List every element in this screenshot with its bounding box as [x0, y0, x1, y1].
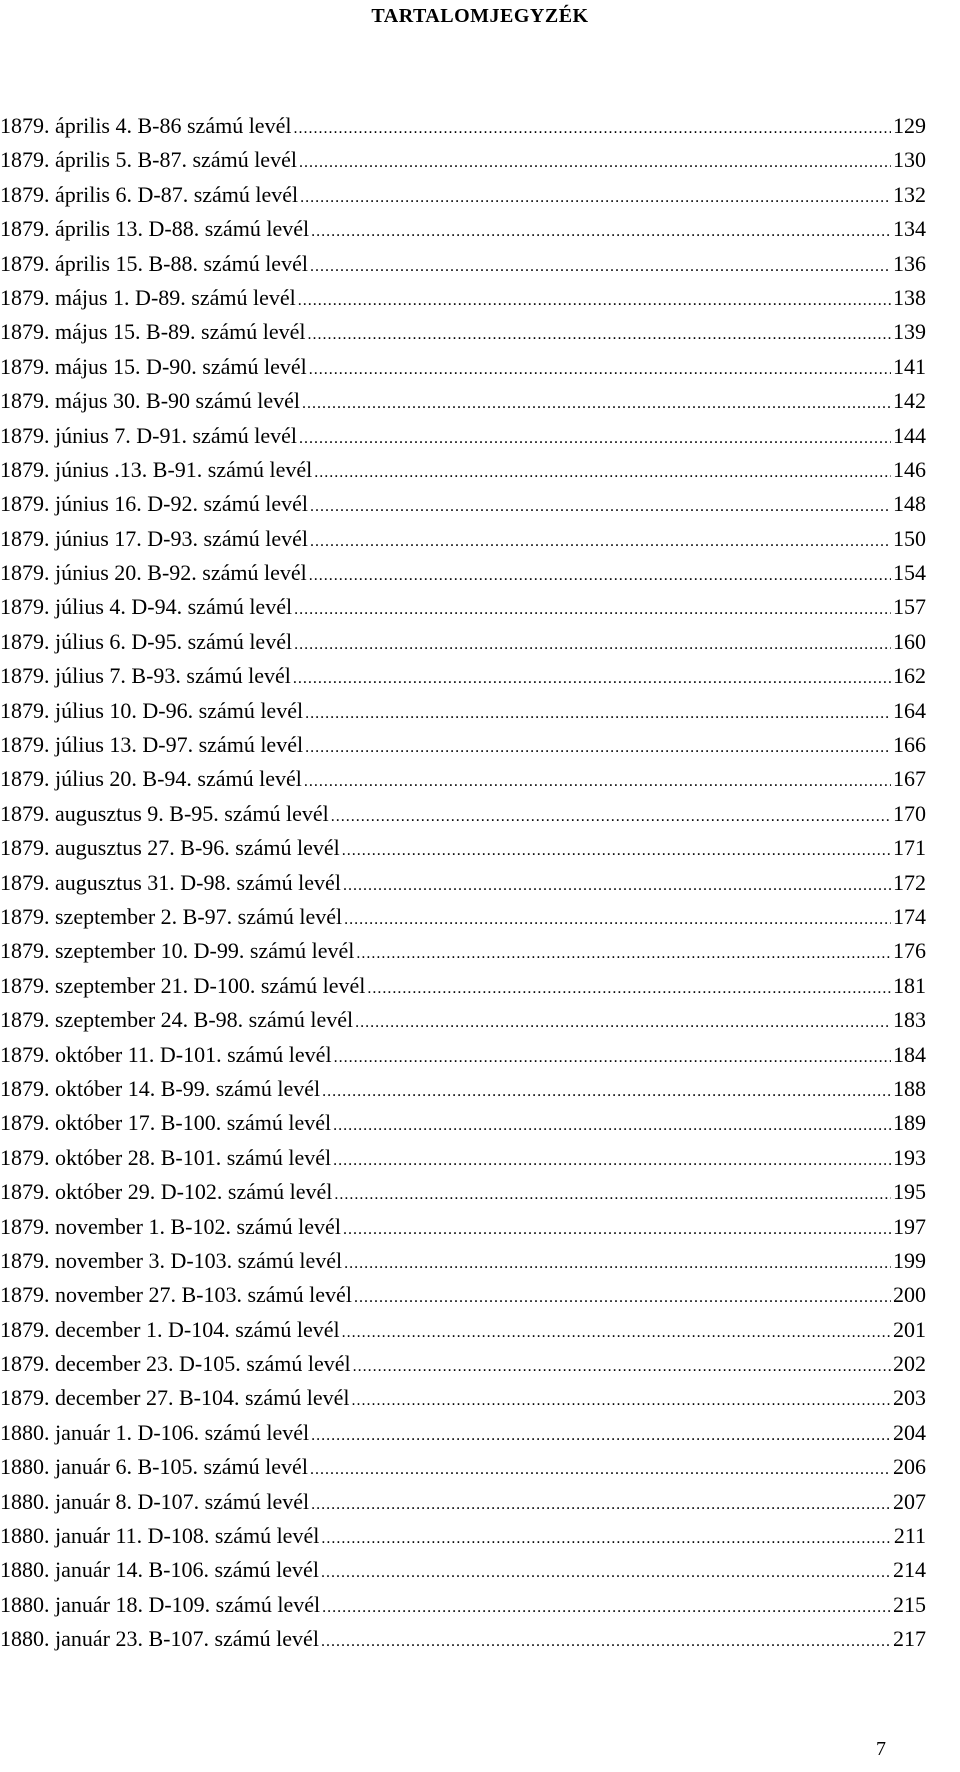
toc-entry[interactable]: [0, 181, 926, 215]
toc-entry-page: 183: [893, 1007, 926, 1033]
table-of-contents: [0, 112, 926, 1660]
toc-entry[interactable]: [0, 559, 926, 593]
toc-entry-title: 1880. január 8. D-107. számú levél: [0, 1488, 310, 1514]
dot-leader: [309, 356, 891, 384]
toc-entry[interactable]: [0, 456, 926, 490]
toc-entry[interactable]: [0, 1453, 926, 1487]
toc-entry[interactable]: [0, 593, 926, 627]
dot-leader: [354, 1284, 891, 1312]
toc-entry-title: 1879. április 4. B-86 számú levél: [0, 113, 292, 138]
dot-leader: [294, 631, 891, 659]
toc-entry-page: 193: [893, 1144, 926, 1170]
toc-entry-page: 200: [893, 1282, 926, 1308]
toc-entry-page: 170: [893, 800, 926, 826]
toc-entry-page: 150: [893, 525, 926, 551]
toc-entry-title: 1879. október 28. B-101. számú levél: [0, 1144, 332, 1170]
toc-entry-page: 204: [893, 1419, 926, 1445]
toc-entry-title: 1880. január 6. B-105. számú levél: [0, 1454, 308, 1480]
toc-entry-title: 1879. június 16. D-92. számú levél: [0, 491, 308, 517]
dot-leader: [331, 803, 891, 831]
toc-entry[interactable]: [0, 1419, 926, 1453]
toc-entry-title: 1879. július 6. D-95. számú levél: [0, 628, 293, 654]
dot-leader: [321, 1628, 891, 1656]
toc-entry[interactable]: [0, 215, 926, 249]
toc-entry[interactable]: [0, 353, 926, 387]
toc-entry-title: 1880. január 14. B-106. számú levél: [0, 1557, 319, 1583]
dot-leader: [310, 1456, 891, 1484]
toc-entry[interactable]: [0, 834, 926, 868]
toc-entry-page: 154: [893, 560, 926, 586]
toc-entry-page: 157: [893, 594, 926, 620]
toc-entry[interactable]: [0, 1281, 926, 1315]
toc-entry-title: 1880. január 23. B-107. számú levél: [0, 1626, 319, 1652]
toc-entry-page: 148: [893, 491, 926, 517]
toc-entry-page: 217: [893, 1626, 926, 1652]
toc-entry-page: 130: [893, 147, 926, 173]
dot-leader: [305, 700, 891, 728]
toc-entry-page: 139: [893, 319, 926, 345]
toc-entry-page: 201: [893, 1316, 926, 1342]
toc-entry[interactable]: [0, 1316, 926, 1350]
toc-entry[interactable]: [0, 1006, 926, 1040]
dot-leader: [321, 1525, 891, 1553]
toc-entry-title: 1879. július 20. B-94. számú levél: [0, 766, 302, 792]
toc-entry-page: 167: [893, 766, 926, 792]
toc-entry-page: 206: [893, 1454, 926, 1480]
toc-entry-title: 1879. december 27. B-104. számú levél: [0, 1385, 350, 1411]
toc-entry-page: 215: [893, 1591, 926, 1617]
toc-entry[interactable]: [0, 1384, 926, 1418]
toc-entry[interactable]: [0, 765, 926, 799]
dot-leader: [310, 528, 891, 556]
toc-entry-page: 197: [893, 1213, 926, 1239]
toc-entry-page: 141: [893, 353, 926, 379]
toc-entry-page: 164: [893, 697, 926, 723]
toc-entry-page: 129: [893, 113, 926, 138]
toc-entry-title: 1879. november 1. B-102. számú levél: [0, 1213, 341, 1239]
dot-leader: [351, 1387, 891, 1415]
toc-entry-title: 1879. december 23. D-105. számú levél: [0, 1351, 351, 1377]
toc-entry-page: 146: [893, 456, 926, 482]
toc-entry[interactable]: [0, 1556, 926, 1590]
dot-leader: [342, 1319, 891, 1347]
toc-entry[interactable]: [0, 1591, 926, 1625]
toc-entry-page: 188: [893, 1075, 926, 1101]
toc-entry-page: 174: [893, 903, 926, 929]
toc-entry-title: 1879. augusztus 27. B-96. számú levél: [0, 835, 340, 861]
toc-entry-title: 1879. szeptember 24. B-98. számú levél: [0, 1007, 354, 1033]
toc-entry[interactable]: [0, 284, 926, 318]
toc-entry[interactable]: [0, 731, 926, 765]
dot-leader: [293, 665, 891, 693]
toc-entry[interactable]: [0, 1625, 926, 1659]
dot-leader: [310, 253, 891, 281]
toc-entry-title: 1879. július 7. B-93. számú levél: [0, 663, 291, 689]
dot-leader: [343, 872, 891, 900]
toc-entry[interactable]: [0, 1522, 926, 1556]
toc-entry-title: 1879. június 7. D-91. számú levél: [0, 422, 297, 448]
toc-entry-page: 195: [893, 1179, 926, 1205]
toc-entry[interactable]: [0, 318, 926, 352]
toc-entry[interactable]: [0, 1144, 926, 1178]
toc-entry-page: 132: [893, 181, 926, 207]
toc-entry[interactable]: [0, 1178, 926, 1212]
toc-entry-title: 1879. május 15. D-90. számú levél: [0, 353, 307, 379]
toc-entry-page: 207: [893, 1488, 926, 1514]
dot-leader: [314, 459, 891, 487]
toc-entry-title: 1879. november 3. D-103. számú levél: [0, 1247, 343, 1273]
toc-entry[interactable]: [0, 1041, 926, 1075]
toc-entry-page: 203: [893, 1385, 926, 1411]
toc-entry-title: 1879. június 17. D-93. számú levél: [0, 525, 308, 551]
toc-entry-title: 1879. július 10. D-96. számú levél: [0, 697, 304, 723]
toc-entry[interactable]: [0, 146, 926, 180]
toc-entry-title: 1879. június .13. B-91. számú levél: [0, 456, 313, 482]
dot-leader: [355, 1009, 891, 1037]
toc-entry[interactable]: [0, 662, 926, 696]
dot-leader: [333, 1147, 891, 1175]
toc-entry-page: 166: [893, 732, 926, 758]
toc-entry-title: 1879. július 13. D-97. számú levél: [0, 732, 304, 758]
toc-entry[interactable]: [0, 937, 926, 971]
toc-entry-page: 144: [893, 422, 926, 448]
toc-entry[interactable]: [0, 112, 926, 146]
toc-entry-page: 181: [893, 972, 926, 998]
toc-entry[interactable]: [0, 628, 926, 662]
dot-leader: [302, 390, 891, 418]
toc-entry-title: 1879. július 4. D-94. számú levél: [0, 594, 293, 620]
toc-entry-page: 160: [893, 628, 926, 654]
toc-entry[interactable]: [0, 697, 926, 731]
toc-entry-page: 134: [893, 216, 926, 242]
toc-entry[interactable]: [0, 800, 926, 834]
toc-entry-title: 1879. október 14. B-99. számú levél: [0, 1075, 321, 1101]
toc-entry-title: 1879. október 29. D-102. számú levél: [0, 1179, 333, 1205]
toc-entry-page: 184: [893, 1041, 926, 1067]
toc-entry-title: 1880. január 18. D-109. számú levél: [0, 1591, 321, 1617]
toc-entry[interactable]: [0, 869, 926, 903]
dot-leader: [321, 1559, 891, 1587]
dot-leader: [308, 321, 891, 349]
toc-entry-page: 172: [893, 869, 926, 895]
dot-leader: [299, 149, 891, 177]
toc-entry-page: 214: [893, 1557, 926, 1583]
toc-entry-page: 176: [893, 938, 926, 964]
toc-entry-title: 1879. május 15. B-89. számú levél: [0, 319, 306, 345]
toc-entry-title: 1879. május 1. D-89. számú levél: [0, 284, 296, 310]
toc-entry-page: 136: [893, 250, 926, 276]
toc-entry-title: 1879. május 30. B-90 számú levél: [0, 388, 301, 414]
dot-leader: [294, 596, 891, 624]
dot-leader: [344, 1250, 891, 1278]
toc-entry[interactable]: [0, 490, 926, 524]
toc-entry[interactable]: [0, 903, 926, 937]
dot-leader: [300, 184, 891, 212]
page-number: 7: [876, 1738, 886, 1760]
toc-entry-page: 162: [893, 663, 926, 689]
toc-entry-title: 1879. szeptember 2. B-97. számú levél: [0, 903, 343, 929]
toc-entry[interactable]: [0, 525, 926, 559]
dot-leader: [342, 837, 891, 865]
toc-entry-page: 199: [893, 1247, 926, 1273]
dot-leader: [299, 425, 891, 453]
toc-entry[interactable]: [0, 1488, 926, 1522]
toc-entry[interactable]: [0, 1247, 926, 1281]
toc-entry-page: 189: [893, 1110, 926, 1136]
toc-entry-title: 1879. augusztus 9. B-95. számú levél: [0, 800, 329, 826]
toc-entry-title: 1880. január 1. D-106. számú levél: [0, 1419, 310, 1445]
toc-entry[interactable]: [0, 972, 926, 1006]
dot-leader: [304, 768, 891, 796]
dot-leader: [311, 218, 891, 246]
dot-leader: [343, 1216, 891, 1244]
toc-entry[interactable]: [0, 250, 926, 284]
toc-entry-title: 1879. augusztus 31. D-98. számú levél: [0, 869, 341, 895]
toc-entry[interactable]: [0, 1109, 926, 1143]
toc-entry-title: 1879. április 13. D-88. számú levél: [0, 216, 310, 242]
toc-entry-title: 1879. szeptember 21. D-100. számú levél: [0, 972, 366, 998]
toc-entry-page: 171: [893, 835, 926, 861]
dot-leader: [311, 1422, 891, 1450]
dot-leader: [322, 1078, 891, 1106]
dot-leader: [305, 734, 891, 762]
toc-entry-page: 142: [893, 388, 926, 414]
toc-entry-page: 138: [893, 284, 926, 310]
toc-entry[interactable]: [0, 387, 926, 421]
toc-entry-page: 211: [893, 1523, 926, 1549]
dot-leader: [309, 562, 891, 590]
toc-entry-page: 202: [893, 1351, 926, 1377]
toc-entry-title: 1879. szeptember 10. D-99. számú levél: [0, 938, 355, 964]
dot-leader: [310, 493, 891, 521]
dot-leader: [367, 975, 891, 1003]
toc-entry-title: 1879. október 17. B-100. számú levél: [0, 1110, 332, 1136]
toc-entry-title: 1879. április 5. B-87. számú levél: [0, 147, 297, 173]
dot-leader: [298, 287, 891, 315]
toc-entry-title: 1879. április 15. B-88. számú levél: [0, 250, 308, 276]
toc-entry[interactable]: [0, 1350, 926, 1384]
toc-entry[interactable]: [0, 1213, 926, 1247]
dot-leader: [334, 1044, 891, 1072]
dot-leader: [334, 1181, 891, 1209]
toc-entry-title: 1879. november 27. B-103. számú levél: [0, 1282, 352, 1308]
toc-entry-title: 1879. október 11. D-101. számú levél: [0, 1041, 332, 1067]
dot-leader: [311, 1491, 891, 1519]
toc-entry-title: 1879. április 6. D-87. számú levél: [0, 181, 299, 207]
dot-leader: [353, 1353, 891, 1381]
dot-leader: [293, 115, 891, 143]
toc-entry[interactable]: [0, 1075, 926, 1109]
dot-leader: [322, 1594, 891, 1622]
document-title: TARTALOMJEGYZÉK: [371, 5, 589, 27]
toc-entry[interactable]: [0, 422, 926, 456]
toc-entry-title: 1879. december 1. D-104. számú levél: [0, 1316, 340, 1342]
toc-entry-title: 1879. június 20. B-92. számú levél: [0, 560, 307, 586]
dot-leader: [344, 906, 891, 934]
dot-leader: [333, 1112, 891, 1140]
dot-leader: [356, 940, 891, 968]
toc-entry-title: 1880. január 11. D-108. számú levél: [0, 1523, 320, 1549]
